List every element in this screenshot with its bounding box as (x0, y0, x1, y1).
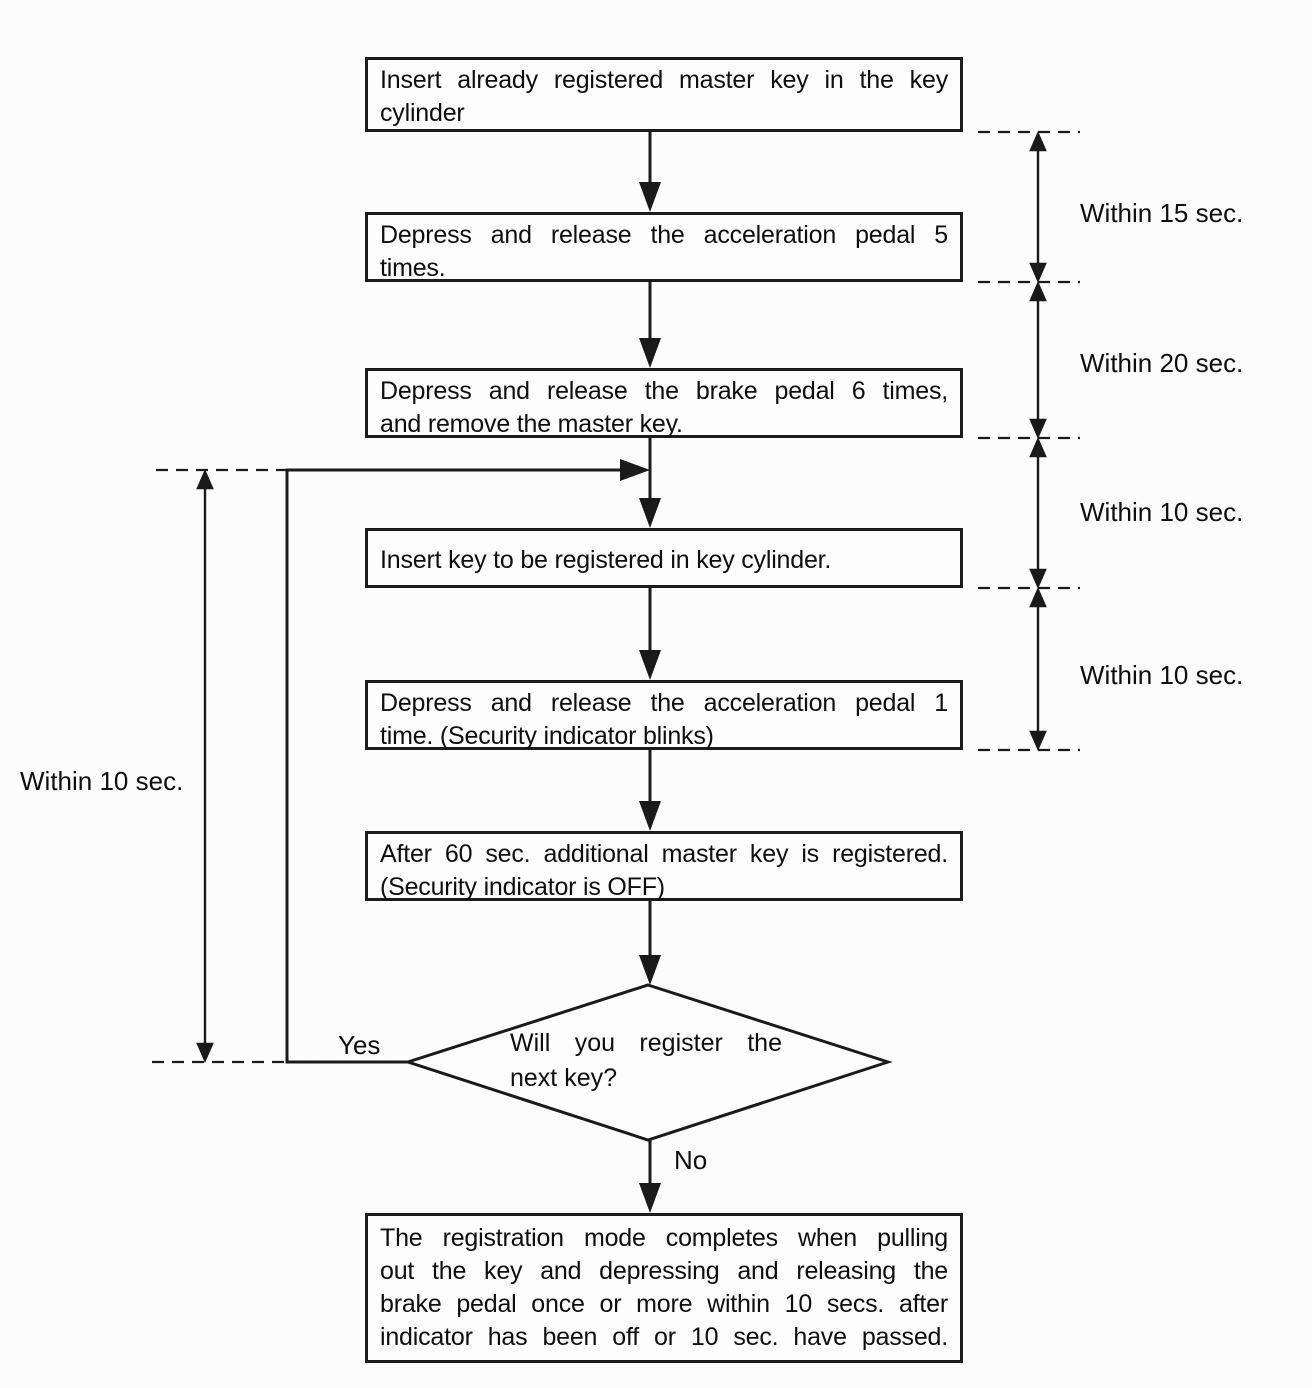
timing-label-within-10-sec-a: Within 10 sec. (1080, 497, 1244, 527)
box-text-line: brake pedal once or more within 10 secs. after (380, 1290, 948, 1318)
arrow-down-icon (1031, 420, 1045, 436)
arrow-down-icon (1031, 264, 1045, 280)
arrow-up-icon (1031, 590, 1045, 606)
arrow-down-icon (1031, 732, 1045, 748)
box-text-line: (Security indicator is OFF) (380, 873, 665, 901)
arrow-down-icon (639, 338, 661, 368)
arrow-down-icon (639, 650, 661, 680)
arrow-up-icon (1031, 440, 1045, 456)
arrow-down-icon (639, 182, 661, 212)
timing-label-within-15-sec: Within 15 sec. (1080, 198, 1244, 228)
arrow-down-icon (639, 498, 661, 528)
arrow-right-icon (620, 459, 650, 481)
timing-span-arrow-left (198, 472, 212, 1060)
process-box-accel-pedal-5-times (365, 212, 963, 282)
timing-label-within-10-sec-left: Within 10 sec. (20, 766, 184, 796)
arrow-up-icon (1031, 134, 1045, 150)
arrow-down-icon (639, 955, 661, 985)
box-text-line: and remove the master key. (380, 410, 683, 438)
box-text-line: Depress and release the acceleration pedal 5 (380, 221, 948, 249)
arrow-up-icon (1031, 284, 1045, 300)
arrow-down-icon (639, 801, 661, 831)
box-text-line: out the key and depressing and releasing the (380, 1257, 948, 1285)
box-text-line: The registration mode completes when pulling (380, 1224, 948, 1252)
box-text-line: Insert key to be registered in key cylinder. (380, 546, 832, 574)
arrow-down-icon (639, 1183, 661, 1213)
box-text-line: indicator has been off or 10 sec. have passed. (380, 1323, 948, 1351)
arrow-down-icon (198, 1044, 212, 1060)
no-branch-label: No (674, 1145, 708, 1175)
process-box-key-registered (365, 831, 963, 901)
arrow-up-icon (198, 472, 212, 488)
box-text-line: Depress and release the brake pedal 6 times, (380, 377, 948, 405)
box-text-line: times. (380, 254, 446, 282)
process-box-insert-new-key (365, 528, 963, 588)
arrow-down-icon (1031, 570, 1045, 586)
timing-label-within-20-sec: Within 20 sec. (1080, 348, 1244, 378)
box-text-line: After 60 sec. additional master key is registered. (380, 840, 948, 868)
box-text-line: cylinder (380, 99, 465, 127)
process-box-brake-pedal-6-times (365, 368, 963, 438)
decision-text-line: next key? (510, 1064, 618, 1092)
measurement-dashed-lines-right (978, 132, 1080, 750)
timing-label-within-10-sec-b: Within 10 sec. (1080, 660, 1244, 690)
decision-text-line: Will you register the (510, 1029, 782, 1057)
process-box-insert-master-key (365, 57, 963, 132)
box-text-line: time. (Security indicator blinks) (380, 722, 714, 750)
process-box-registration-complete (365, 1213, 963, 1363)
yes-branch-label: Yes (338, 1030, 381, 1060)
decision-register-next-key (510, 1026, 782, 1096)
timing-span-arrows-right (1031, 134, 1045, 748)
box-text-line: Insert already registered master key in the key (380, 66, 948, 94)
process-box-accel-pedal-1-time (365, 680, 963, 750)
box-text-line: Depress and release the acceleration pedal 1 (380, 689, 948, 717)
